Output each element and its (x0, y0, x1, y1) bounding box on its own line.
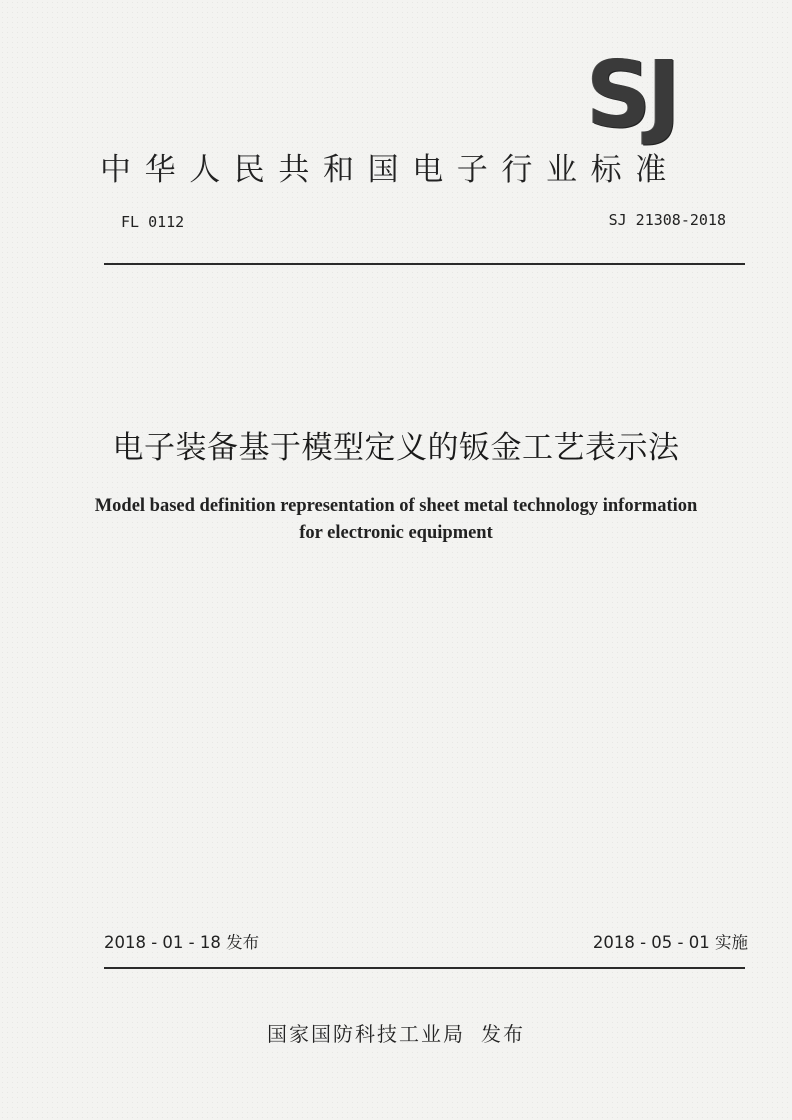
english-title-line-1: Model based definition representation of sheet metal technology information (94, 496, 698, 516)
chinese-title: 电子装备基于模型定义的钣金工艺表示法 (112, 430, 680, 466)
standard-type-title: 中华人民共和国电子行业标准 (100, 152, 680, 188)
classification-code: FL 0112 (121, 213, 185, 231)
standard-number: SJ 21308-2018 (608, 211, 726, 229)
sj-logo: SJ (586, 41, 677, 148)
english-title-line-2: for electronic equipment (299, 523, 493, 543)
english-title (0, 493, 792, 547)
publisher-action: 发布 (481, 1022, 525, 1046)
publisher-name: 国家国防科技工业局 (267, 1022, 465, 1046)
header-divider (104, 263, 745, 265)
effective-date: 2018 - 05 - 01 实施 (592, 933, 748, 952)
publisher (0, 1018, 792, 1047)
issue-date: 2018 - 01 - 18 发布 (104, 933, 260, 952)
footer-divider (104, 967, 745, 969)
